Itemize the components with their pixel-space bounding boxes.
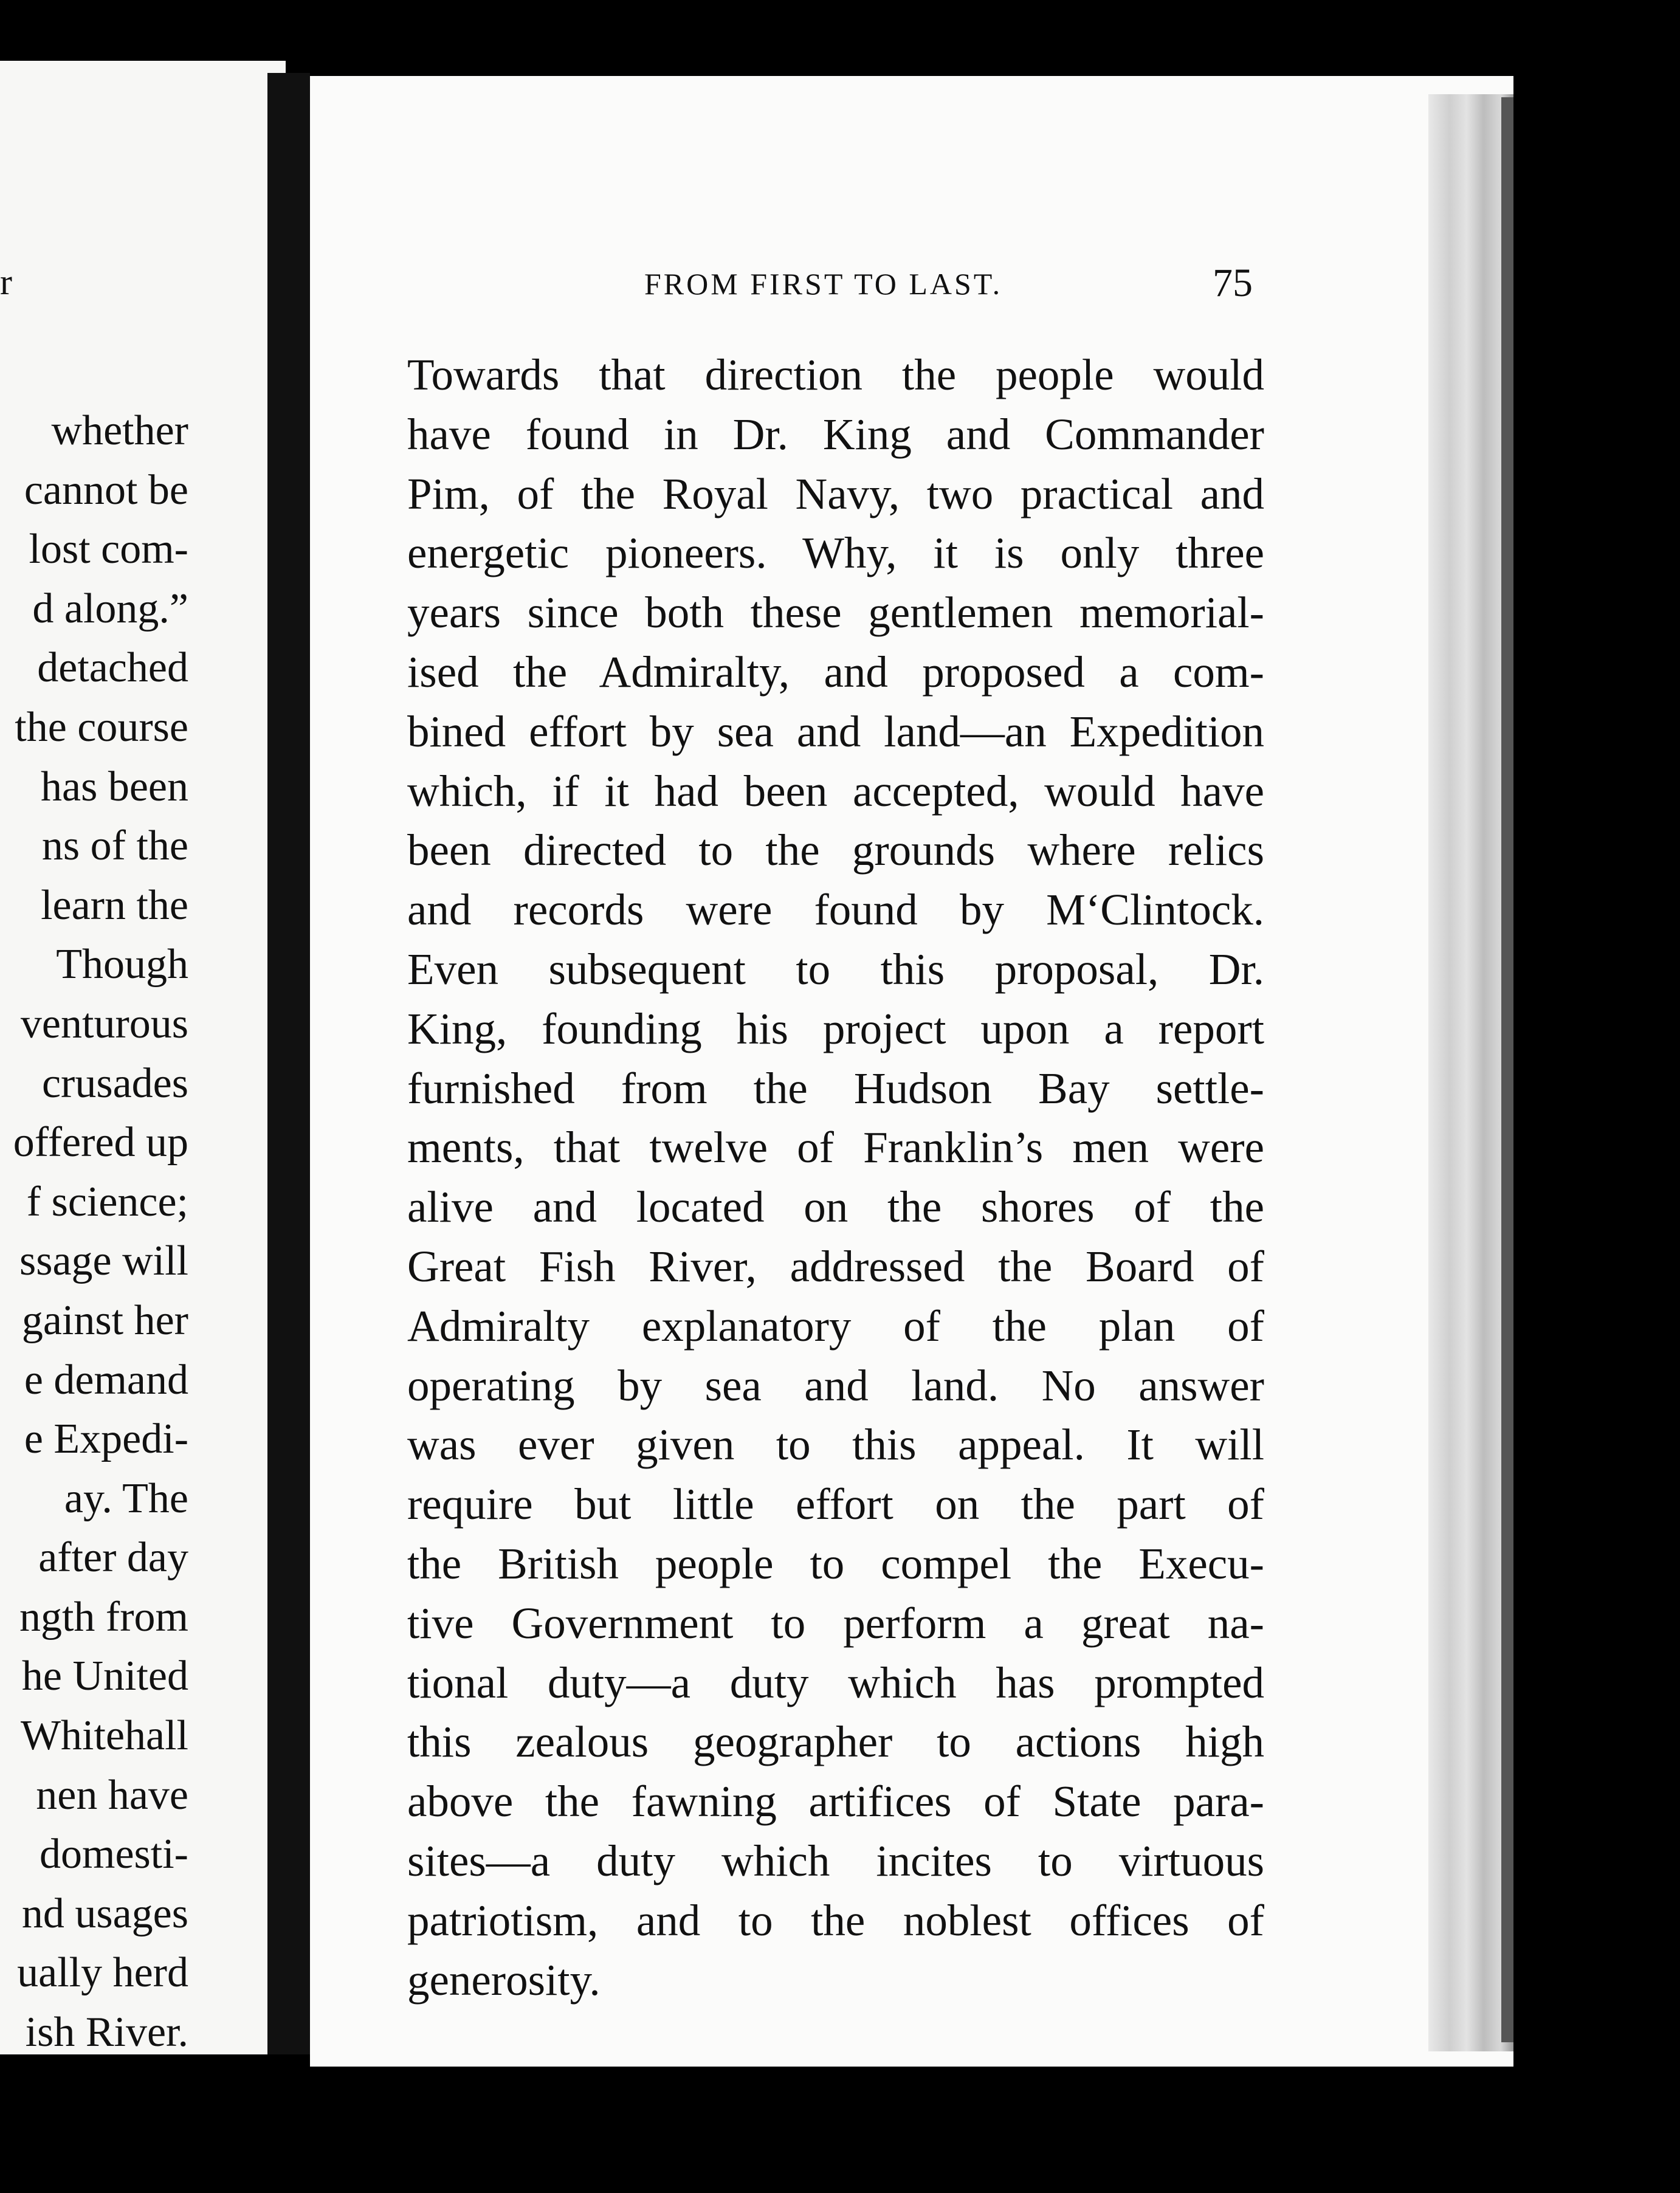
facing-line: detached — [37, 644, 188, 692]
text-line: Even subsequent to this proposal, Dr. — [407, 944, 1264, 994]
text-line: bined effort by sea and land—an Expedition — [407, 706, 1264, 756]
running-head: FROM FIRST TO LAST. — [644, 267, 1003, 301]
text-line: above the fawning artifices of State para- — [407, 1777, 1264, 1826]
text-line: ised the Admiralty, and proposed a com- — [407, 647, 1264, 697]
text-line: generosity. — [407, 1955, 601, 2005]
facing-line: after day — [38, 1534, 188, 1582]
text-line: this zealous geographer to actions high — [407, 1717, 1264, 1767]
text-line: energetic pioneers. Why, it is only three — [407, 528, 1264, 578]
page-edge-shadow — [1501, 97, 1513, 2042]
facing-line: e Expedi- — [24, 1416, 188, 1463]
page-edges — [1428, 94, 1513, 2051]
facing-line: nd usages — [21, 1890, 188, 1937]
text-line: Great Fish River, addressed the Board of — [407, 1241, 1264, 1291]
text-line: tive Government to perform a great na- — [407, 1598, 1264, 1648]
text-line: sites—a duty which incites to virtuous — [407, 1836, 1264, 1885]
facing-line: the course — [15, 703, 188, 751]
book-gutter — [267, 73, 310, 2054]
text-line: Towards that direction the people would — [407, 350, 1264, 399]
text-line: furnished from the Hudson Bay settle- — [407, 1063, 1264, 1113]
text-line: tional duty—a duty which has prompted — [407, 1658, 1264, 1707]
facing-line: nen have — [36, 1771, 188, 1819]
facing-line: has been — [41, 763, 188, 810]
text-line: was ever given to this appeal. It will — [407, 1420, 1264, 1470]
text-line: alive and located on the shores of the — [407, 1182, 1264, 1232]
text-line: been directed to the grounds where relics — [407, 825, 1264, 875]
text-line: Pim, of the Royal Navy, two practical and — [407, 469, 1264, 518]
facing-line: whether — [51, 407, 188, 454]
facing-line: domesti- — [40, 1831, 188, 1878]
page-number: 75 — [1213, 261, 1253, 305]
facing-line: ay. The — [64, 1475, 188, 1522]
facing-line: ually herd — [17, 1949, 188, 1997]
facing-page — [0, 61, 286, 2054]
text-line: which, if it had been accepted, would have — [407, 766, 1264, 816]
facing-line: ish River. — [25, 2009, 188, 2054]
facing-line: learn the — [41, 881, 188, 929]
facing-line: venturous — [20, 1000, 188, 1047]
text-line: and records were found by M‘Clintock. — [407, 885, 1264, 935]
text-line: years since both these gentlemen memorial- — [407, 588, 1264, 638]
text-line: the British people to compel the Execu- — [407, 1538, 1264, 1588]
body-text — [407, 345, 1264, 2009]
facing-page-mark: r — [0, 262, 12, 302]
text-line: ments, that twelve of Franklin’s men were — [407, 1123, 1264, 1172]
facing-line: he United — [21, 1653, 188, 1700]
text-line: Admiralty explanatory of the plan of — [407, 1301, 1264, 1351]
text-line: have found in Dr. King and Commander — [407, 409, 1264, 459]
facing-line: ns of the — [41, 822, 188, 870]
facing-line: ssage will — [19, 1238, 188, 1285]
text-line: operating by sea and land. No answer — [407, 1360, 1264, 1410]
facing-page-text — [0, 401, 188, 2054]
facing-line: f science; — [26, 1178, 188, 1225]
facing-line: Though — [56, 941, 188, 988]
facing-line: d along.” — [32, 585, 188, 632]
facing-line: Whitehall — [20, 1712, 188, 1760]
text-line: King, founding his project upon a report — [407, 1004, 1264, 1053]
facing-line: lost com- — [29, 526, 188, 573]
text-line: require but little effort on the part of — [407, 1479, 1264, 1529]
facing-line: crusades — [41, 1059, 188, 1107]
facing-line: offered up — [13, 1119, 188, 1166]
facing-line: gainst her — [21, 1296, 188, 1344]
facing-line: cannot be — [24, 466, 188, 514]
facing-line: ngth from — [19, 1593, 188, 1640]
facing-line: e demand — [24, 1356, 188, 1403]
text-line: patriotism, and to the noblest offices of — [407, 1895, 1264, 1945]
